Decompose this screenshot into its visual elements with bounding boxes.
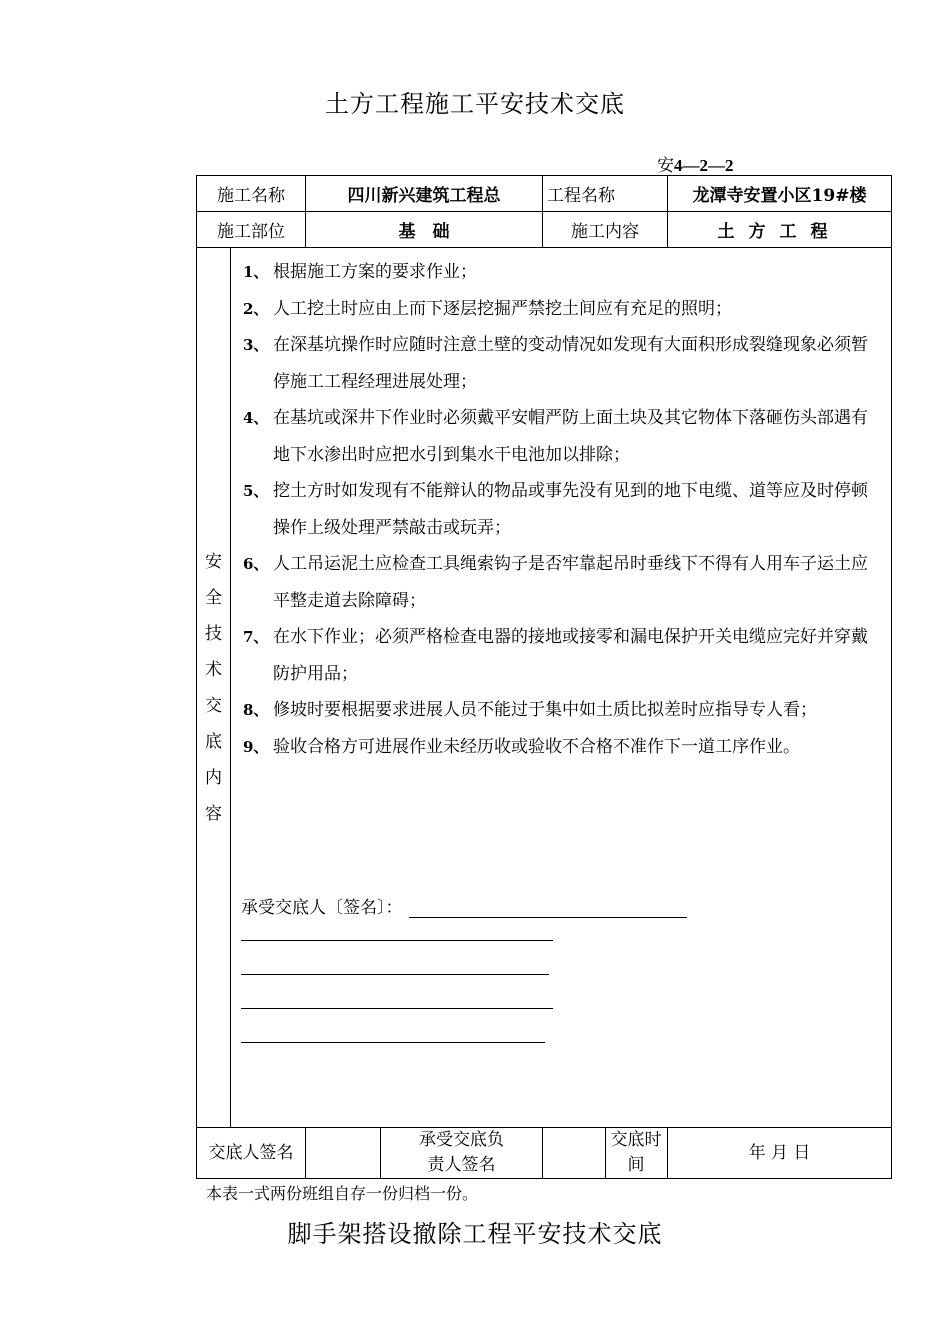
receiver-lead-sign-label-text: 承受交底负责人签名: [419, 1130, 504, 1175]
table-note: 本表一式两份班组自存一份归档一份。: [206, 1184, 479, 1203]
receiver-lead-sign-label: [381, 1128, 543, 1179]
date-field[interactable]: 年 月 日: [668, 1128, 892, 1179]
list-item: [241, 729, 881, 766]
item-number: 6、: [243, 555, 269, 573]
construction-name-value: 四川新兴建筑工程总: [306, 176, 543, 212]
signature-blank-line[interactable]: [241, 974, 549, 975]
receiver-sign-row: [241, 893, 881, 918]
content-cell: [231, 248, 892, 1128]
construction-content-label: 施工内容: [543, 212, 668, 248]
project-name-label: 工程名称: [543, 176, 668, 212]
list-item: [241, 619, 881, 692]
item-text: 修坡时要根据要求进展人员不能过于集中如土质比拟差时应指导专人看；: [273, 700, 817, 720]
document-number-prefix: 安: [657, 156, 674, 176]
list-item: [241, 473, 881, 546]
discloser-sign-label: [197, 1128, 306, 1179]
side-label-char: 内: [205, 767, 222, 788]
side-label-char: 容: [205, 803, 222, 824]
item-number: 5、: [243, 482, 269, 500]
construction-content-value: 土方工程: [668, 212, 892, 248]
disclosure-table: [196, 175, 892, 1179]
document-number: [657, 151, 734, 176]
item-text: 人工吊运泥土应检查工具绳索钩子是否牢靠起吊时垂线下不得有人用车子运土应平整走道去除障碍；: [273, 554, 868, 611]
list-item: [241, 254, 881, 291]
list-item: [241, 692, 881, 729]
item-number: 4、: [243, 409, 269, 427]
side-label: [204, 544, 224, 832]
side-label-char: 全: [205, 587, 222, 608]
item-text: 在基坑或深井下作业时必须戴平安帽严防上面土块及其它物体下落砸伤头部遇有地下水渗出时应把水引到集水干电池加以排除；: [273, 408, 868, 465]
side-label-char: 安: [205, 551, 222, 572]
item-text: 验收合格方可进展作业未经历收或验收不合格不准作下一道工序作业。: [273, 736, 800, 757]
signature-blank-line[interactable]: [241, 1008, 553, 1009]
item-text: 在深基坑操作时应随时注意土壁的变动情况如发现有大面积形成裂缝现象必须暂停施工工程经理进展处理；: [273, 335, 868, 392]
list-item: [241, 546, 881, 619]
construction-name-label: 施工名称: [197, 176, 306, 212]
signature-blank-line[interactable]: [241, 940, 553, 941]
document-number-code: 4—2—2: [674, 156, 734, 175]
construction-part-label: 施工部位: [197, 212, 306, 248]
signature-blank-line[interactable]: [241, 1042, 545, 1043]
item-number: 2、: [243, 299, 269, 318]
disclose-time-label: 交底时间: [610, 1130, 662, 1175]
item-number: 3、: [243, 336, 269, 354]
sign-area: [241, 893, 881, 1043]
list-item: [241, 291, 881, 328]
side-label-char: 技: [205, 623, 222, 644]
items-list: [241, 254, 881, 765]
receiver-sign-line[interactable]: [409, 899, 687, 918]
item-number: 8、: [243, 701, 269, 719]
item-text: 人工挖土时应由上而下逐层挖掘严禁挖土间应有充足的照明；: [273, 298, 732, 319]
list-item: [241, 327, 881, 400]
item-text: 在水下作业；必须严格检查电器的接地或接零和漏电保护开关电缆应完好并穿戴防护用品；: [273, 627, 868, 684]
side-label-char: 底: [205, 731, 222, 752]
side-label-char: 术: [205, 659, 222, 680]
discloser-sign-label-text: 交底人签名: [208, 1142, 294, 1163]
receiver-lead-sign-value[interactable]: [543, 1128, 668, 1179]
item-number: 1、: [243, 263, 269, 281]
item-text: 根据施工方案的要求作业；: [273, 262, 477, 282]
next-document-title: 脚手架搭设撤除工程平安技术交底: [287, 1220, 663, 1248]
side-label-char: 交: [205, 695, 222, 716]
project-name-value: 龙潭寺安置小区19#楼: [668, 176, 892, 212]
item-text: 挖土方时如发现有不能辩认的物品或事先没有见到的地下电缆、道等应及时停顿操作上级处理严禁敲击或玩弄；: [273, 481, 868, 538]
discloser-sign-value[interactable]: [306, 1128, 381, 1179]
document-title: 土方工程施工平安技术交底: [325, 90, 625, 118]
item-number: 9、: [243, 737, 269, 756]
receiver-sign-label: 承受交底人〔签名〕：: [241, 898, 403, 918]
side-label-cell: [197, 248, 231, 1128]
list-item: [241, 400, 881, 473]
construction-part-value: 基 础: [306, 212, 543, 248]
item-number: 7、: [243, 628, 269, 646]
